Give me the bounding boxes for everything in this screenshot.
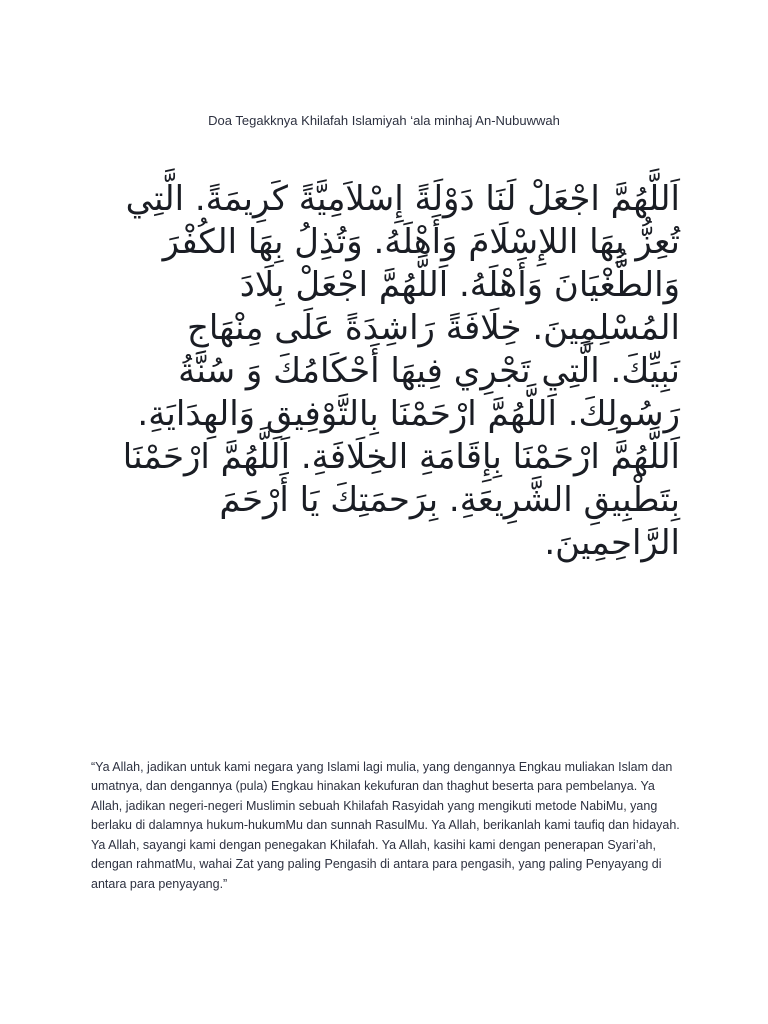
document-title: Doa Tegakknya Khilafah Islamiyah ‘ala minhaj An-Nubuwwah: [208, 113, 560, 128]
arabic-prayer-text: اَللَّهُمَّ اجْعَلْ لَنَا دَوْلَةً إِسْلاَمِيَّةً كَرِيمَةً. الَّتِي تُعِزُّ بِهَا اللإِسْلَامَ وَأَهْلَهُ. وَتُذِلُ بِهَا الكُفْرَ وَالطُّغْيَانَ وَأَهْلَهُ. اَللَّهُمَّ اجْعَلْ بِلَادَ المُسْلِمِينَ. خِلَافَةً رَاشِدَةً عَلَى مِنْهَاجِ نَبِيِّكَ. الَّتِي تَجْرِي فِيهَا أَحْكَامُكَ وَ سُنَّةُ رَسُولِكَ. اَللَّهُمَّ ارْحَمْنَا بِالتَّوْفِيقِ وَالهِدَايَةِ. اَللَّهُمَّ ارْحَمْنَا بِإِقَامَةِ الخِلَافَةِ. اَللَّهُمَّ ارْحَمْنَا بِتَطْبِيقِ الشَّرِيعَةِ. بِرَحمَتِكَ يَا أَرْحَمَ الرَّاحِمِينَ.: [122, 179, 680, 563]
translation-paragraph: “Ya Allah, jadikan untuk kami negara yang Islami lagi mulia, yang dengannya Engkau muliakan Islam dan umatnya, dan dengannya (pula) Engkau hinakan kekufuran dan thaghut beserta para pembelanya. Ya Allah, jadikan negeri-negeri Muslimin sebuah Khilafah Rasyidah yang mengikuti metode NabiMu, yang berlaku di dalamnya hukum-hukumMu dan sunnah RasulMu. Ya Allah, berikanlah kami taufiq dan hidayah. Ya Allah, sayangi kami dengan penegakan Khilafah. Ya Allah, kasihi kami dengan penerapan Syari’ah, dengan rahmatMu, wahai Zat yang paling Pengasih di antara para pengasih, yang paling Penyayang di antara para penyayang.”: [91, 759, 680, 891]
